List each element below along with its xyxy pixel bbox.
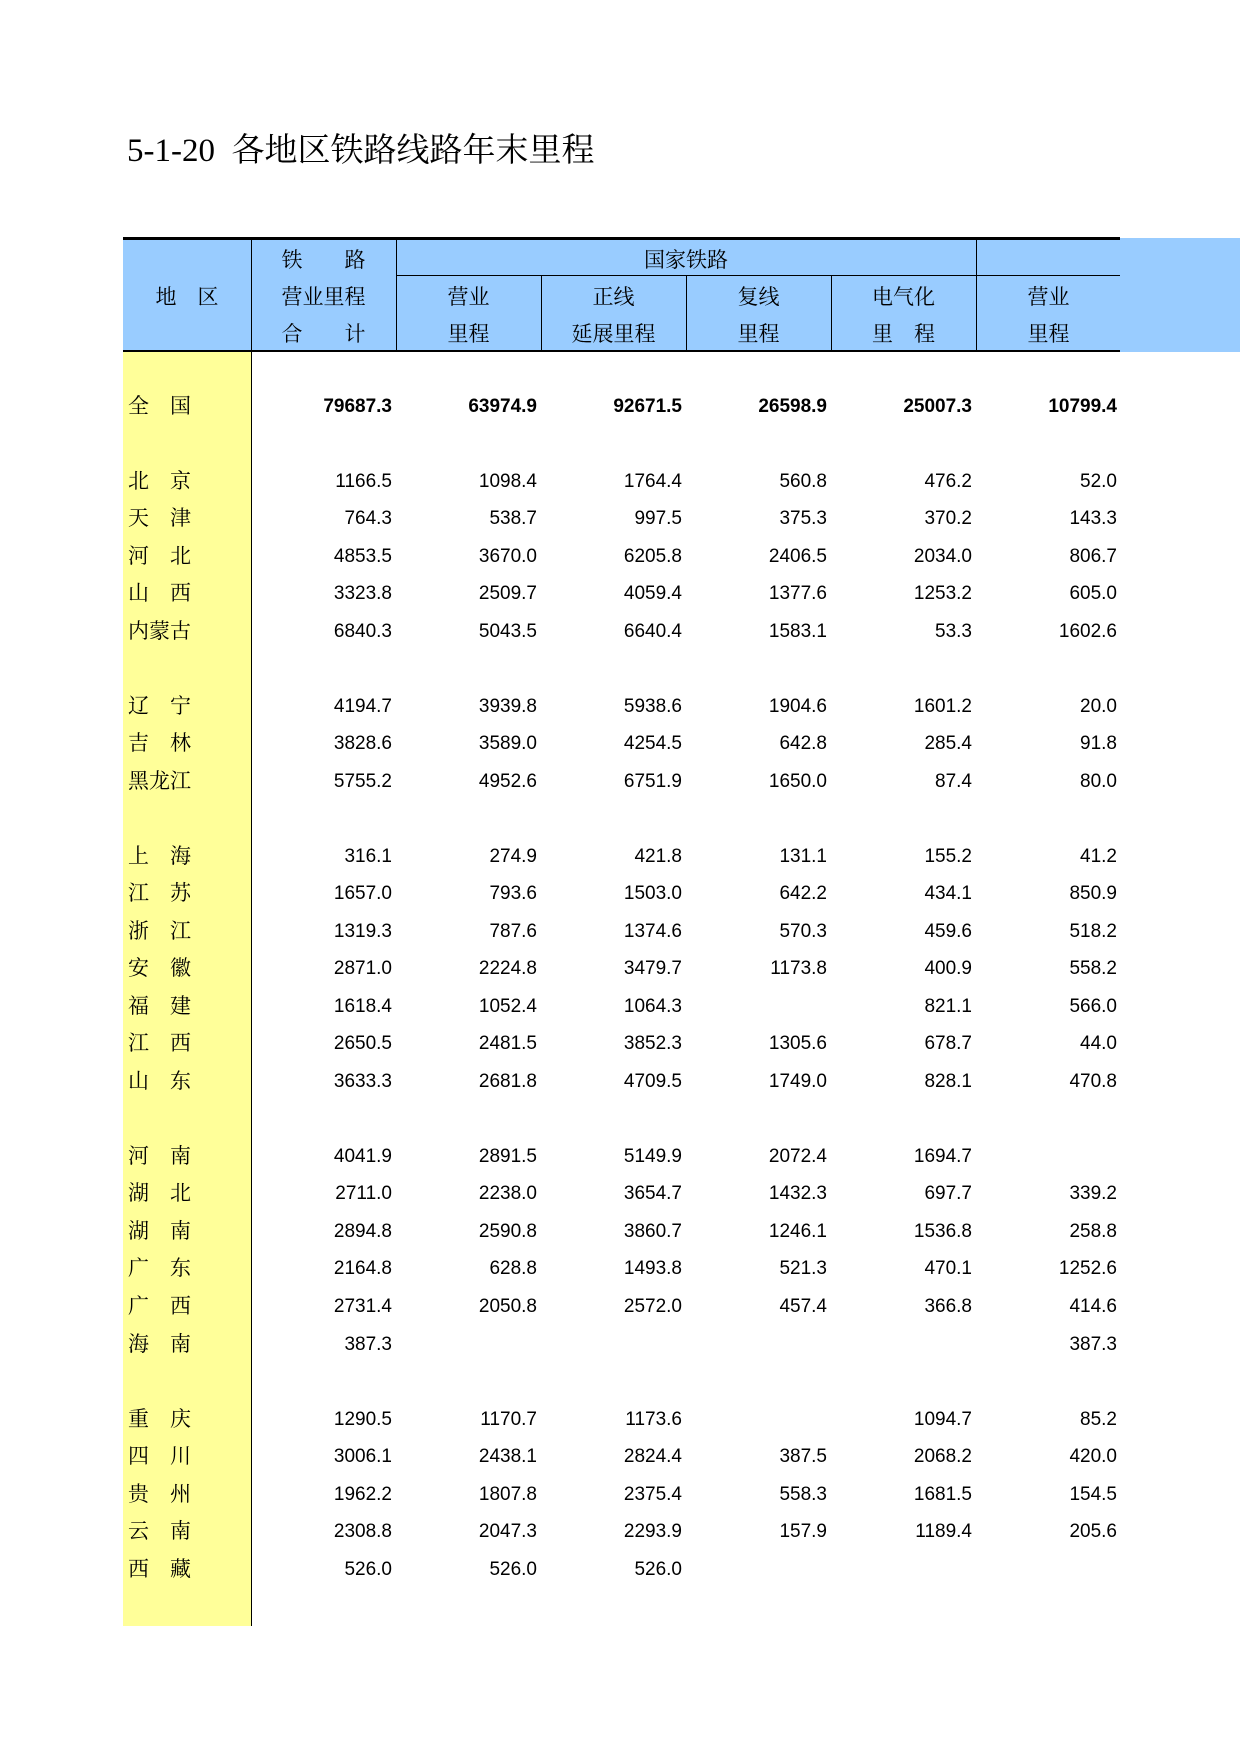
cell-railway-total: 2731.4	[333, 1296, 392, 1317]
cell-electrified: 821.1	[924, 996, 972, 1017]
row-region-name: 广 东	[128, 1256, 191, 1280]
header-c5-bottom: 里程	[1027, 322, 1070, 346]
cell-electrified: 53.3	[935, 621, 972, 642]
cell-railway-total: 1166.5	[335, 471, 392, 492]
row-region-name: 四 川	[128, 1444, 191, 1468]
row-region-name: 黑龙江	[128, 769, 191, 793]
row-region-name: 重 庆	[128, 1407, 191, 1431]
cell-railway-total: 2871.0	[333, 958, 392, 979]
cell-railway-total: 526.0	[344, 1559, 392, 1580]
cell-other-length: 558.2	[1069, 958, 1117, 979]
cell-main-line: 6205.8	[623, 546, 682, 567]
row-region-name: 天 津	[128, 506, 191, 530]
cell-other-length: 850.9	[1069, 883, 1117, 904]
cell-other-length: 387.3	[1069, 1334, 1117, 1355]
page-title	[127, 124, 594, 171]
cell-other-length: 518.2	[1069, 921, 1117, 942]
cell-electrified: 400.9	[924, 958, 972, 979]
table-row	[0, 1025, 1240, 1062]
cell-other-length: 806.7	[1069, 546, 1117, 567]
cell-other-length: 1602.6	[1058, 621, 1117, 642]
table-row	[0, 1288, 1240, 1325]
cell-double-track: 1246.1	[768, 1221, 827, 1242]
cell-national-length: 526.0	[489, 1559, 537, 1580]
row-region-name: 上 海	[128, 844, 191, 868]
cell-railway-total: 3006.1	[333, 1446, 392, 1467]
cell-main-line: 3852.3	[623, 1033, 682, 1054]
cell-railway-total: 2164.8	[333, 1258, 392, 1279]
cell-other-length: 566.0	[1069, 996, 1117, 1017]
cell-other-length: 10799.4	[1048, 396, 1117, 417]
cell-national-length: 3939.8	[478, 696, 537, 717]
cell-electrified: 25007.3	[903, 396, 972, 417]
cell-main-line: 1173.6	[625, 1409, 682, 1430]
cell-electrified: 366.8	[924, 1296, 972, 1317]
cell-railway-total: 79687.3	[323, 396, 392, 417]
cell-main-line: 1374.6	[623, 921, 682, 942]
table-row	[0, 913, 1240, 950]
cell-national-length: 2891.5	[478, 1146, 537, 1167]
row-region-name: 全 国	[128, 394, 191, 418]
table-row	[0, 1551, 1240, 1588]
cell-main-line: 997.5	[634, 508, 682, 529]
cell-other-length: 154.5	[1069, 1484, 1117, 1505]
header-c3-top: 复线	[737, 285, 780, 309]
row-region-name: 北 京	[128, 469, 191, 493]
table-title: 各地区铁路线路年末里程	[231, 133, 595, 169]
row-region-name: 辽 宁	[128, 694, 191, 718]
cell-other-length: 80.0	[1080, 771, 1117, 792]
header-c3-bottom: 里程	[737, 322, 780, 346]
cell-other-length: 44.0	[1080, 1033, 1117, 1054]
table-row	[0, 1401, 1240, 1438]
cell-other-length: 91.8	[1080, 733, 1117, 754]
cell-main-line: 3860.7	[623, 1221, 682, 1242]
cell-railway-total: 2650.5	[333, 1033, 392, 1054]
cell-main-line: 4254.5	[623, 733, 682, 754]
table-row	[0, 1213, 1240, 1250]
cell-railway-total: 1618.4	[333, 996, 392, 1017]
cell-electrified: 370.2	[924, 508, 972, 529]
cell-other-length: 470.8	[1069, 1071, 1117, 1092]
row-region-name: 安 徽	[128, 956, 191, 980]
header-region: 地 区	[155, 285, 219, 309]
header-c1-top: 营业	[447, 285, 490, 309]
cell-double-track: 521.3	[779, 1258, 827, 1279]
cell-main-line: 1493.8	[623, 1258, 682, 1279]
cell-double-track: 375.3	[779, 508, 827, 529]
table-row	[0, 500, 1240, 537]
cell-national-length: 3670.0	[478, 546, 537, 567]
cell-electrified: 1601.2	[913, 696, 972, 717]
cell-main-line: 2824.4	[623, 1446, 682, 1467]
cell-double-track: 157.9	[779, 1521, 827, 1542]
cell-electrified: 155.2	[924, 846, 972, 867]
header-c2-bottom: 延展里程	[571, 322, 656, 346]
cell-electrified: 1189.4	[915, 1521, 972, 1542]
cell-national-length: 2438.1	[478, 1446, 537, 1467]
table-row	[0, 1476, 1240, 1513]
cell-other-length: 1252.6	[1058, 1258, 1117, 1279]
cell-railway-total: 1290.5	[333, 1409, 392, 1430]
cell-national-length: 2590.8	[478, 1221, 537, 1242]
cell-national-length: 2509.7	[478, 583, 537, 604]
cell-main-line: 1503.0	[623, 883, 682, 904]
header-bottom-rule	[123, 350, 1120, 352]
cell-national-length: 63974.9	[468, 396, 537, 417]
cell-other-length: 339.2	[1069, 1183, 1117, 1204]
table-row	[0, 1326, 1240, 1363]
row-region-name: 河 南	[128, 1144, 191, 1168]
header-national: 国家铁路	[644, 248, 728, 272]
cell-national-length: 2050.8	[478, 1296, 537, 1317]
cell-electrified: 2034.0	[913, 546, 972, 567]
table-row	[0, 1438, 1240, 1475]
cell-electrified: 697.7	[924, 1183, 972, 1204]
cell-national-length: 2224.8	[478, 958, 537, 979]
cell-main-line: 3654.7	[623, 1183, 682, 1204]
cell-railway-total: 3633.3	[333, 1071, 392, 1092]
cell-double-track: 570.3	[779, 921, 827, 942]
table-row	[0, 613, 1240, 650]
cell-national-length: 5043.5	[478, 621, 537, 642]
table-row	[0, 988, 1240, 1025]
cell-electrified: 1536.8	[913, 1221, 972, 1242]
cell-electrified: 87.4	[935, 771, 972, 792]
cell-railway-total: 1319.3	[333, 921, 392, 942]
cell-main-line: 1064.3	[623, 996, 682, 1017]
cell-double-track: 642.8	[779, 733, 827, 754]
cell-other-length: 85.2	[1080, 1409, 1117, 1430]
table-row	[0, 1138, 1240, 1175]
cell-railway-total: 3323.8	[333, 583, 392, 604]
cell-national-length: 2047.3	[478, 1521, 537, 1542]
row-region-name: 湖 南	[128, 1219, 191, 1243]
cell-double-track: 1377.6	[768, 583, 827, 604]
header-c4-top: 电气化	[872, 285, 935, 309]
header-railway-mid: 营业里程	[281, 285, 366, 309]
row-region-name: 湖 北	[128, 1181, 191, 1205]
cell-main-line: 6751.9	[623, 771, 682, 792]
cell-electrified: 1681.5	[913, 1484, 972, 1505]
table-row	[0, 688, 1240, 725]
cell-electrified: 476.2	[924, 471, 972, 492]
table-row	[0, 875, 1240, 912]
table-row	[0, 763, 1240, 800]
header-railway-bottom: 合 计	[281, 322, 366, 346]
row-region-name: 江 苏	[128, 881, 191, 905]
row-region-name: 江 西	[128, 1031, 191, 1055]
cell-main-line: 3479.7	[623, 958, 682, 979]
cell-main-line: 5938.6	[623, 696, 682, 717]
cell-other-length: 258.8	[1069, 1221, 1117, 1242]
row-region-name: 福 建	[128, 994, 191, 1018]
cell-electrified: 1253.2	[913, 583, 972, 604]
table-row	[0, 1250, 1240, 1287]
cell-double-track: 1432.3	[768, 1183, 827, 1204]
cell-national-length: 793.6	[489, 883, 537, 904]
table-row	[0, 725, 1240, 762]
row-region-name: 云 南	[128, 1519, 191, 1543]
row-region-name: 广 西	[128, 1294, 191, 1318]
cell-railway-total: 387.3	[344, 1334, 392, 1355]
cell-double-track: 26598.9	[758, 396, 827, 417]
cell-railway-total: 4194.7	[333, 696, 392, 717]
cell-electrified: 285.4	[924, 733, 972, 754]
cell-double-track: 2406.5	[768, 546, 827, 567]
table-row	[0, 538, 1240, 575]
header-c1-bottom: 里程	[447, 322, 490, 346]
cell-main-line: 2375.4	[623, 1484, 682, 1505]
cell-main-line: 6640.4	[623, 621, 682, 642]
header-top-rule	[123, 237, 1120, 240]
cell-railway-total: 764.3	[344, 508, 392, 529]
cell-main-line: 4709.5	[623, 1071, 682, 1092]
cell-electrified: 2068.2	[913, 1446, 972, 1467]
cell-national-length: 4952.6	[478, 771, 537, 792]
cell-railway-total: 3828.6	[333, 733, 392, 754]
cell-double-track: 1749.0	[768, 1071, 827, 1092]
cell-national-length: 2481.5	[478, 1033, 537, 1054]
cell-railway-total: 1962.2	[333, 1484, 392, 1505]
row-region-name: 山 东	[128, 1069, 191, 1093]
cell-main-line: 2572.0	[623, 1296, 682, 1317]
cell-railway-total: 5755.2	[333, 771, 392, 792]
cell-double-track: 558.3	[779, 1484, 827, 1505]
cell-other-length: 20.0	[1080, 696, 1117, 717]
table-row	[0, 1175, 1240, 1212]
cell-main-line: 5149.9	[623, 1146, 682, 1167]
national-group-rule	[396, 275, 1120, 276]
cell-double-track: 1904.6	[768, 696, 827, 717]
row-region-name: 内蒙古	[128, 619, 191, 643]
row-region-name: 吉 林	[128, 731, 191, 755]
cell-double-track: 1305.6	[768, 1033, 827, 1054]
header-c5-top: 营业	[1027, 285, 1070, 309]
cell-national-length: 1052.4	[478, 996, 537, 1017]
row-region-name: 贵 州	[128, 1482, 191, 1506]
cell-national-length: 1170.7	[480, 1409, 537, 1430]
cell-other-length: 41.2	[1080, 846, 1117, 867]
cell-other-length: 414.6	[1069, 1296, 1117, 1317]
cell-railway-total: 2308.8	[333, 1521, 392, 1542]
cell-electrified: 470.1	[924, 1258, 972, 1279]
cell-main-line: 2293.9	[623, 1521, 682, 1542]
cell-national-length: 628.8	[489, 1258, 537, 1279]
header-c4-bottom: 里 程	[872, 322, 935, 346]
cell-railway-total: 6840.3	[333, 621, 392, 642]
header-c2-top: 正线	[592, 285, 635, 309]
table-row	[0, 1513, 1240, 1550]
cell-electrified: 434.1	[924, 883, 972, 904]
cell-double-track: 642.2	[779, 883, 827, 904]
cell-railway-total: 2711.0	[335, 1183, 392, 1204]
table-row	[0, 1063, 1240, 1100]
cell-railway-total: 316.1	[344, 846, 392, 867]
table-row	[0, 838, 1240, 875]
cell-main-line: 4059.4	[623, 583, 682, 604]
row-region-name: 河 北	[128, 544, 191, 568]
table-row	[0, 575, 1240, 612]
cell-double-track: 560.8	[779, 471, 827, 492]
cell-other-length: 605.0	[1069, 583, 1117, 604]
cell-national-length: 2681.8	[478, 1071, 537, 1092]
row-region-name: 浙 江	[128, 919, 191, 943]
cell-railway-total: 4853.5	[333, 546, 392, 567]
cell-other-length: 420.0	[1069, 1446, 1117, 1467]
cell-national-length: 1807.8	[478, 1484, 537, 1505]
table-row	[0, 463, 1240, 500]
cell-national-length: 2238.0	[478, 1183, 537, 1204]
table-row	[0, 950, 1240, 987]
cell-main-line: 92671.5	[613, 396, 682, 417]
cell-national-length: 1098.4	[478, 471, 537, 492]
cell-double-track: 457.4	[779, 1296, 827, 1317]
cell-double-track: 1650.0	[768, 771, 827, 792]
cell-other-length: 52.0	[1080, 471, 1117, 492]
cell-electrified: 828.1	[924, 1071, 972, 1092]
cell-railway-total: 4041.9	[333, 1146, 392, 1167]
table-code: 5-1-20	[127, 133, 215, 169]
cell-main-line: 1764.4	[623, 471, 682, 492]
cell-main-line: 526.0	[634, 1559, 682, 1580]
cell-railway-total: 1657.0	[333, 883, 392, 904]
cell-double-track: 2072.4	[768, 1146, 827, 1167]
cell-national-length: 274.9	[489, 846, 537, 867]
cell-other-length: 143.3	[1069, 508, 1117, 529]
cell-double-track: 131.1	[779, 846, 827, 867]
row-region-name: 西 藏	[128, 1557, 191, 1581]
row-region-name: 山 西	[128, 581, 191, 605]
cell-double-track: 387.5	[779, 1446, 827, 1467]
cell-national-length: 538.7	[489, 508, 537, 529]
cell-electrified: 459.6	[924, 921, 972, 942]
row-region-name: 海 南	[128, 1332, 191, 1356]
cell-double-track: 1583.1	[768, 621, 827, 642]
cell-national-length: 787.6	[489, 921, 537, 942]
cell-electrified: 1694.7	[913, 1146, 972, 1167]
cell-electrified: 678.7	[924, 1033, 972, 1054]
cell-national-length: 3589.0	[478, 733, 537, 754]
header-railway-top: 铁 路	[281, 248, 366, 272]
cell-main-line: 421.8	[634, 846, 682, 867]
cell-railway-total: 2894.8	[333, 1221, 392, 1242]
table-row-total	[0, 388, 1240, 425]
cell-other-length: 205.6	[1069, 1521, 1117, 1542]
cell-double-track: 1173.8	[770, 958, 827, 979]
cell-electrified: 1094.7	[913, 1409, 972, 1430]
